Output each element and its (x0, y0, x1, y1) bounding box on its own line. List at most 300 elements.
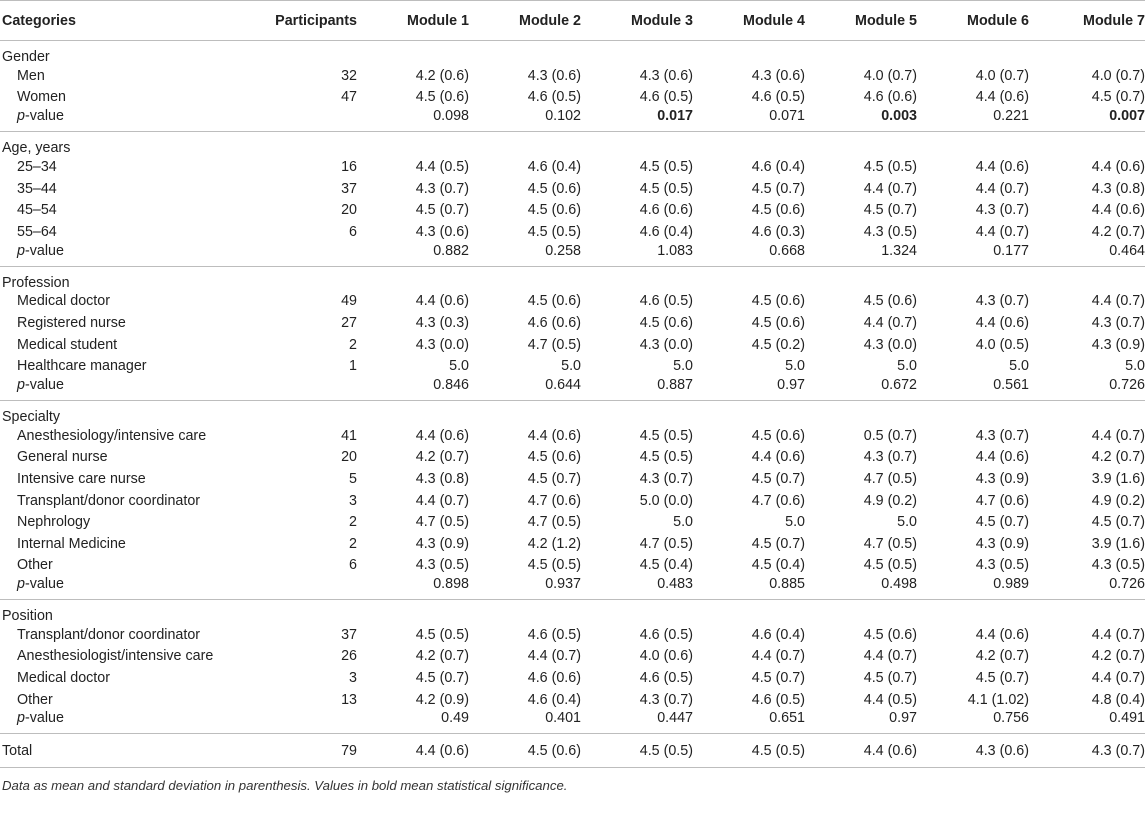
table-row (0, 425, 1145, 447)
empty-cell (581, 41, 693, 66)
table-row (0, 689, 1145, 711)
value-cell: 4.5 (0.6) (639, 314, 693, 331)
participants-cell: 47 (341, 89, 357, 106)
value-cell: 4.6 (0.4) (527, 691, 581, 708)
value-cell: 4.5 (0.7) (527, 470, 581, 487)
value-cell: 5.0 (785, 514, 805, 531)
value-cell: 5.0 (0.0) (639, 492, 693, 509)
pvalue-row (0, 108, 1145, 132)
value-cell: 4.4 (0.7) (863, 648, 917, 665)
participants-cell: 1 (349, 358, 357, 375)
value-cell: 4.7 (0.5) (527, 336, 581, 353)
table-row (0, 447, 1145, 469)
pvalue-cell: 0.989 (917, 576, 1029, 600)
value-cell: 4.6 (0.5) (751, 89, 805, 106)
value-cell: 4.3 (0.7) (975, 202, 1029, 219)
pvalue-cell: 0.846 (357, 377, 469, 401)
column-header: Participants (245, 1, 357, 41)
empty-cell (245, 243, 357, 267)
pvalue-suffix: -value (24, 376, 64, 393)
value-cell: 4.3 (0.9) (975, 470, 1029, 487)
value-cell: 4.4 (0.7) (1091, 427, 1145, 444)
value-cell: 4.5 (0.6) (527, 293, 581, 310)
participants-cell: 2 (349, 514, 357, 531)
participants-cell: 37 (341, 180, 357, 197)
section-specialty (0, 400, 1145, 599)
value-cell: 4.5 (0.7) (751, 470, 805, 487)
pvalue-suffix: -value (24, 576, 64, 593)
table-row (0, 355, 1145, 377)
value-cell: 4.6 (0.3) (751, 223, 805, 240)
section-profession (0, 266, 1145, 400)
value-cell: 4.5 (0.6) (751, 202, 805, 219)
empty-cell (357, 600, 469, 625)
pvalue-prefix: p (17, 710, 25, 727)
total-row (0, 734, 1145, 768)
table-row (0, 667, 1145, 689)
participants-cell: 6 (349, 223, 357, 240)
value-cell: 0.5 (0.7) (863, 427, 917, 444)
empty-cell (1029, 400, 1145, 425)
value-cell: 4.5 (0.6) (527, 180, 581, 197)
pvalue-cell: 0.003 (805, 108, 917, 132)
value-cell: 4.4 (0.7) (1091, 293, 1145, 310)
empty-cell (581, 600, 693, 625)
section-gender (0, 41, 1145, 132)
total-value-cell: 4.4 (0.6) (805, 734, 917, 768)
value-cell: 4.3 (0.0) (863, 336, 917, 353)
column-header: Categories (0, 1, 245, 41)
section-title: Gender (2, 49, 50, 65)
value-cell: 4.6 (0.6) (527, 314, 581, 331)
table-row (0, 624, 1145, 646)
empty-cell (581, 400, 693, 425)
value-cell: 4.6 (0.4) (639, 223, 693, 240)
value-cell: 4.4 (0.7) (527, 648, 581, 665)
value-cell: 4.3 (0.8) (1091, 180, 1145, 197)
value-cell: 4.8 (0.4) (1091, 691, 1145, 708)
empty-cell (693, 400, 805, 425)
value-cell: 5.0 (561, 358, 581, 375)
participants-cell: 2 (349, 535, 357, 552)
empty-cell (917, 400, 1029, 425)
section-title: Age, years (2, 140, 71, 157)
value-cell: 4.7 (0.6) (975, 492, 1029, 509)
value-cell: 4.5 (0.6) (527, 449, 581, 466)
empty-cell (1029, 41, 1145, 66)
total-label: Total (0, 734, 245, 768)
value-cell: 4.5 (0.7) (415, 670, 469, 687)
empty-cell (357, 132, 469, 157)
value-cell: 4.3 (0.5) (1091, 557, 1145, 574)
row-label: Women (17, 89, 66, 106)
section-age-years (0, 132, 1145, 266)
value-cell: 4.5 (0.7) (751, 180, 805, 197)
empty-cell (469, 41, 581, 66)
value-cell: 4.3 (0.7) (1091, 314, 1145, 331)
value-cell: 5.0 (449, 358, 469, 375)
pvalue-row (0, 710, 1145, 734)
table-row (0, 555, 1145, 577)
value-cell: 4.5 (0.7) (863, 670, 917, 687)
value-cell: 4.0 (0.7) (863, 67, 917, 84)
pvalue-cell: 0.498 (805, 576, 917, 600)
pvalue-row (0, 576, 1145, 600)
value-cell: 4.6 (0.5) (639, 626, 693, 643)
value-cell: 4.6 (0.6) (863, 89, 917, 106)
pvalue-suffix: -value (24, 242, 64, 259)
section-position (0, 600, 1145, 734)
column-header: Module 4 (693, 1, 805, 41)
value-cell: 4.6 (0.4) (527, 158, 581, 175)
pvalue-cell: 0.561 (917, 377, 1029, 401)
empty-cell (805, 600, 917, 625)
footnote: Data as mean and standard deviation in parenthesis. Values in bold mean statistical significance. (2, 778, 568, 793)
value-cell: 4.3 (0.5) (415, 557, 469, 574)
participants-cell: 3 (349, 670, 357, 687)
row-label: 25–34 (17, 158, 57, 175)
pvalue-cell: 0.885 (693, 576, 805, 600)
pvalue-cell: 0.644 (469, 377, 581, 401)
row-label: Nephrology (17, 514, 91, 531)
participants-cell: 2 (349, 336, 357, 353)
value-cell: 4.5 (0.5) (639, 449, 693, 466)
pvalue-label (0, 377, 245, 401)
empty-cell (469, 132, 581, 157)
value-cell: 4.4 (0.6) (415, 293, 469, 310)
pvalue-cell: 0.726 (1029, 576, 1145, 600)
row-label: Medical student (17, 336, 118, 353)
empty-cell (917, 600, 1029, 625)
pvalue-cell: 0.401 (469, 710, 581, 734)
empty-cell (917, 132, 1029, 157)
participants-cell: 41 (341, 427, 357, 444)
participants-cell: 27 (341, 314, 357, 331)
value-cell: 4.2 (0.7) (1091, 223, 1145, 240)
value-cell: 4.6 (0.5) (751, 691, 805, 708)
value-cell: 4.2 (0.7) (415, 648, 469, 665)
value-cell: 4.3 (0.7) (975, 293, 1029, 310)
table-row (0, 468, 1145, 490)
value-cell: 4.3 (0.0) (639, 336, 693, 353)
total-value-cell: 4.3 (0.6) (917, 734, 1029, 768)
pvalue-prefix: p (17, 108, 25, 125)
column-header: Module 2 (469, 1, 581, 41)
row-label: Healthcare manager (17, 358, 147, 375)
value-cell: 4.5 (0.7) (1091, 514, 1145, 531)
value-cell: 4.5 (0.7) (751, 535, 805, 552)
empty-cell (245, 132, 357, 157)
value-cell: 5.0 (1009, 358, 1029, 375)
total-value-cell: 4.4 (0.6) (357, 734, 469, 768)
value-cell: 4.5 (0.6) (751, 427, 805, 444)
value-cell: 4.5 (0.6) (863, 293, 917, 310)
value-cell: 4.7 (0.5) (863, 470, 917, 487)
value-cell: 4.7 (0.5) (415, 514, 469, 531)
value-cell: 4.3 (0.9) (975, 535, 1029, 552)
value-cell: 4.2 (0.7) (415, 449, 469, 466)
section-title-row (0, 600, 1145, 625)
row-label: Registered nurse (17, 314, 126, 331)
pvalue-prefix: p (17, 376, 25, 393)
section-title-row (0, 41, 1145, 66)
value-cell: 4.2 (0.7) (1091, 648, 1145, 665)
row-label: Men (17, 67, 45, 84)
value-cell: 4.5 (0.5) (527, 557, 581, 574)
value-cell: 4.4 (0.5) (415, 158, 469, 175)
value-cell: 4.5 (0.5) (863, 158, 917, 175)
participants-cell: 32 (341, 67, 357, 84)
value-cell: 4.3 (0.5) (863, 223, 917, 240)
value-cell: 4.4 (0.6) (527, 427, 581, 444)
value-cell: 4.3 (0.7) (639, 470, 693, 487)
value-cell: 4.6 (0.4) (751, 158, 805, 175)
row-label: Anesthesiologist/intensive care (17, 648, 214, 665)
empty-cell (693, 600, 805, 625)
participants-cell: 3 (349, 492, 357, 509)
value-cell: 4.3 (0.5) (975, 557, 1029, 574)
value-cell: 4.4 (0.6) (975, 449, 1029, 466)
value-cell: 4.3 (0.0) (415, 336, 469, 353)
value-cell: 5.0 (897, 358, 917, 375)
empty-cell (357, 266, 469, 291)
table-row (0, 511, 1145, 533)
pvalue-cell: 0.007 (1029, 108, 1145, 132)
section-title: Profession (2, 274, 70, 291)
table-row (0, 65, 1145, 87)
participants-cell: 16 (341, 158, 357, 175)
total-value-cell: 4.3 (0.7) (1029, 734, 1145, 768)
value-cell: 4.7 (0.6) (751, 492, 805, 509)
value-cell: 4.5 (0.5) (639, 427, 693, 444)
empty-cell (469, 266, 581, 291)
pvalue-cell: 0.221 (917, 108, 1029, 132)
value-cell: 4.6 (0.4) (751, 626, 805, 643)
value-cell: 4.4 (0.7) (415, 492, 469, 509)
pvalue-cell: 0.102 (469, 108, 581, 132)
empty-cell (245, 377, 357, 401)
table-row (0, 156, 1145, 178)
section-title-row (0, 400, 1145, 425)
participants-cell: 20 (341, 202, 357, 219)
pvalue-cell: 0.882 (357, 243, 469, 267)
value-cell: 4.4 (0.7) (1091, 626, 1145, 643)
value-cell: 4.6 (0.5) (639, 670, 693, 687)
value-cell: 4.7 (0.5) (639, 535, 693, 552)
value-cell: 4.5 (0.7) (975, 670, 1029, 687)
empty-cell (1029, 600, 1145, 625)
value-cell: 4.5 (0.7) (975, 514, 1029, 531)
pvalue-label (0, 243, 245, 267)
empty-cell (245, 600, 357, 625)
table-row (0, 312, 1145, 334)
column-header: Module 5 (805, 1, 917, 41)
empty-cell (581, 132, 693, 157)
pvalue-cell: 0.887 (581, 377, 693, 401)
pvalue-cell: 0.97 (805, 710, 917, 734)
section-title: Specialty (2, 408, 61, 425)
pvalue-cell: 0.258 (469, 243, 581, 267)
value-cell: 4.5 (0.6) (751, 314, 805, 331)
value-cell: 4.4 (0.5) (863, 691, 917, 708)
value-cell: 5.0 (897, 514, 917, 531)
participants-cell: 20 (341, 449, 357, 466)
table-row (0, 178, 1145, 200)
row-label: Medical doctor (17, 293, 110, 310)
value-cell: 4.5 (0.7) (863, 202, 917, 219)
value-cell: 4.5 (0.5) (639, 180, 693, 197)
value-cell: 4.3 (0.7) (639, 691, 693, 708)
value-cell: 4.5 (0.4) (751, 557, 805, 574)
row-label: 55–64 (17, 223, 57, 240)
value-cell: 4.5 (0.4) (639, 557, 693, 574)
value-cell: 3.9 (1.6) (1091, 535, 1145, 552)
row-label: General nurse (17, 449, 108, 466)
row-label: Other (17, 557, 53, 574)
pvalue-prefix: p (17, 576, 25, 593)
value-cell: 4.3 (0.7) (415, 180, 469, 197)
total-section (0, 734, 1145, 768)
value-cell: 4.5 (0.6) (527, 202, 581, 219)
value-cell: 4.6 (0.6) (639, 202, 693, 219)
value-cell: 4.6 (0.5) (639, 89, 693, 106)
row-label: Other (17, 691, 53, 708)
pvalue-row (0, 243, 1145, 267)
empty-cell (805, 400, 917, 425)
value-cell: 4.0 (0.7) (975, 67, 1029, 84)
value-cell: 4.4 (0.6) (975, 158, 1029, 175)
pvalue-cell: 0.672 (805, 377, 917, 401)
value-cell: 4.2 (0.7) (975, 648, 1029, 665)
empty-cell (245, 108, 357, 132)
row-label: Internal Medicine (17, 535, 126, 552)
table-row (0, 533, 1145, 555)
column-header: Module 6 (917, 1, 1029, 41)
table-header (0, 1, 1145, 41)
empty-cell (917, 41, 1029, 66)
value-cell: 4.3 (0.6) (751, 67, 805, 84)
value-cell: 4.1 (1.02) (967, 691, 1029, 708)
empty-cell (805, 132, 917, 157)
empty-cell (245, 266, 357, 291)
pvalue-cell: 0.447 (581, 710, 693, 734)
pvalue-label (0, 108, 245, 132)
empty-cell (357, 41, 469, 66)
participants-cell: 37 (341, 626, 357, 643)
row-label: Transplant/donor coordinator (17, 626, 201, 643)
participants-cell: 49 (341, 293, 357, 310)
table-row (0, 221, 1145, 243)
value-cell: 4.5 (0.2) (751, 336, 805, 353)
value-cell: 4.5 (0.6) (863, 626, 917, 643)
empty-cell (693, 41, 805, 66)
pvalue-suffix: -value (24, 108, 64, 125)
value-cell: 4.6 (0.5) (527, 89, 581, 106)
empty-cell (245, 576, 357, 600)
value-cell: 4.5 (0.5) (527, 223, 581, 240)
row-label: Intensive care nurse (17, 470, 146, 487)
pvalue-cell: 0.098 (357, 108, 469, 132)
pvalue-cell: 0.726 (1029, 377, 1145, 401)
value-cell: 4.4 (0.7) (1091, 670, 1145, 687)
value-cell: 4.2 (0.7) (1091, 449, 1145, 466)
empty-cell (1029, 266, 1145, 291)
value-cell: 4.0 (0.6) (639, 648, 693, 665)
pvalue-cell: 0.464 (1029, 243, 1145, 267)
value-cell: 4.3 (0.8) (415, 470, 469, 487)
value-cell: 4.9 (0.2) (1091, 492, 1145, 509)
total-value-cell: 4.5 (0.5) (581, 734, 693, 768)
empty-cell (805, 266, 917, 291)
empty-cell (581, 266, 693, 291)
pvalue-cell: 0.017 (581, 108, 693, 132)
value-cell: 4.7 (0.6) (527, 492, 581, 509)
value-cell: 4.3 (0.7) (975, 427, 1029, 444)
value-cell: 4.5 (0.5) (415, 626, 469, 643)
participants-cell: 5 (349, 470, 357, 487)
empty-cell (469, 400, 581, 425)
value-cell: 5.0 (1125, 358, 1145, 375)
value-cell: 4.3 (0.6) (639, 67, 693, 84)
participants-cell: 13 (341, 691, 357, 708)
total-value-cell: 4.5 (0.6) (469, 734, 581, 768)
empty-cell (693, 132, 805, 157)
table-row (0, 490, 1145, 512)
value-cell: 4.3 (0.9) (415, 535, 469, 552)
empty-cell (917, 266, 1029, 291)
value-cell: 4.2 (0.9) (415, 691, 469, 708)
value-cell: 4.4 (0.7) (863, 314, 917, 331)
value-cell: 4.4 (0.6) (975, 314, 1029, 331)
value-cell: 5.0 (673, 514, 693, 531)
pvalue-cell: 0.668 (693, 243, 805, 267)
table-row (0, 334, 1145, 356)
value-cell: 4.4 (0.7) (975, 180, 1029, 197)
value-cell: 5.0 (785, 358, 805, 375)
value-cell: 4.3 (0.9) (1091, 336, 1145, 353)
row-label: Anesthesiology/intensive care (17, 427, 207, 444)
section-title: Position (2, 608, 53, 625)
value-cell: 4.4 (0.6) (1091, 202, 1145, 219)
row-label: 45–54 (17, 202, 57, 219)
pvalue-cell: 1.083 (581, 243, 693, 267)
pvalue-cell: 0.651 (693, 710, 805, 734)
pvalue-cell: 0.483 (581, 576, 693, 600)
pvalue-prefix: p (17, 242, 25, 259)
empty-cell (245, 710, 357, 734)
section-title-row (0, 266, 1145, 291)
pvalue-cell: 0.49 (357, 710, 469, 734)
table-row (0, 646, 1145, 668)
participants-cell: 6 (349, 557, 357, 574)
empty-cell (805, 41, 917, 66)
table-row (0, 87, 1145, 109)
value-cell: 5.0 (673, 358, 693, 375)
empty-cell (1029, 132, 1145, 157)
value-cell: 4.5 (0.7) (415, 202, 469, 219)
pvalue-cell: 0.491 (1029, 710, 1145, 734)
value-cell: 4.2 (1.2) (527, 535, 581, 552)
total-value-cell: 4.5 (0.5) (693, 734, 805, 768)
pvalue-cell: 0.756 (917, 710, 1029, 734)
pvalue-cell: 0.937 (469, 576, 581, 600)
value-cell: 4.9 (0.2) (863, 492, 917, 509)
empty-cell (693, 266, 805, 291)
value-cell: 4.2 (0.6) (415, 67, 469, 84)
table-row (0, 199, 1145, 221)
empty-cell (357, 400, 469, 425)
total-participants: 79 (245, 734, 357, 768)
